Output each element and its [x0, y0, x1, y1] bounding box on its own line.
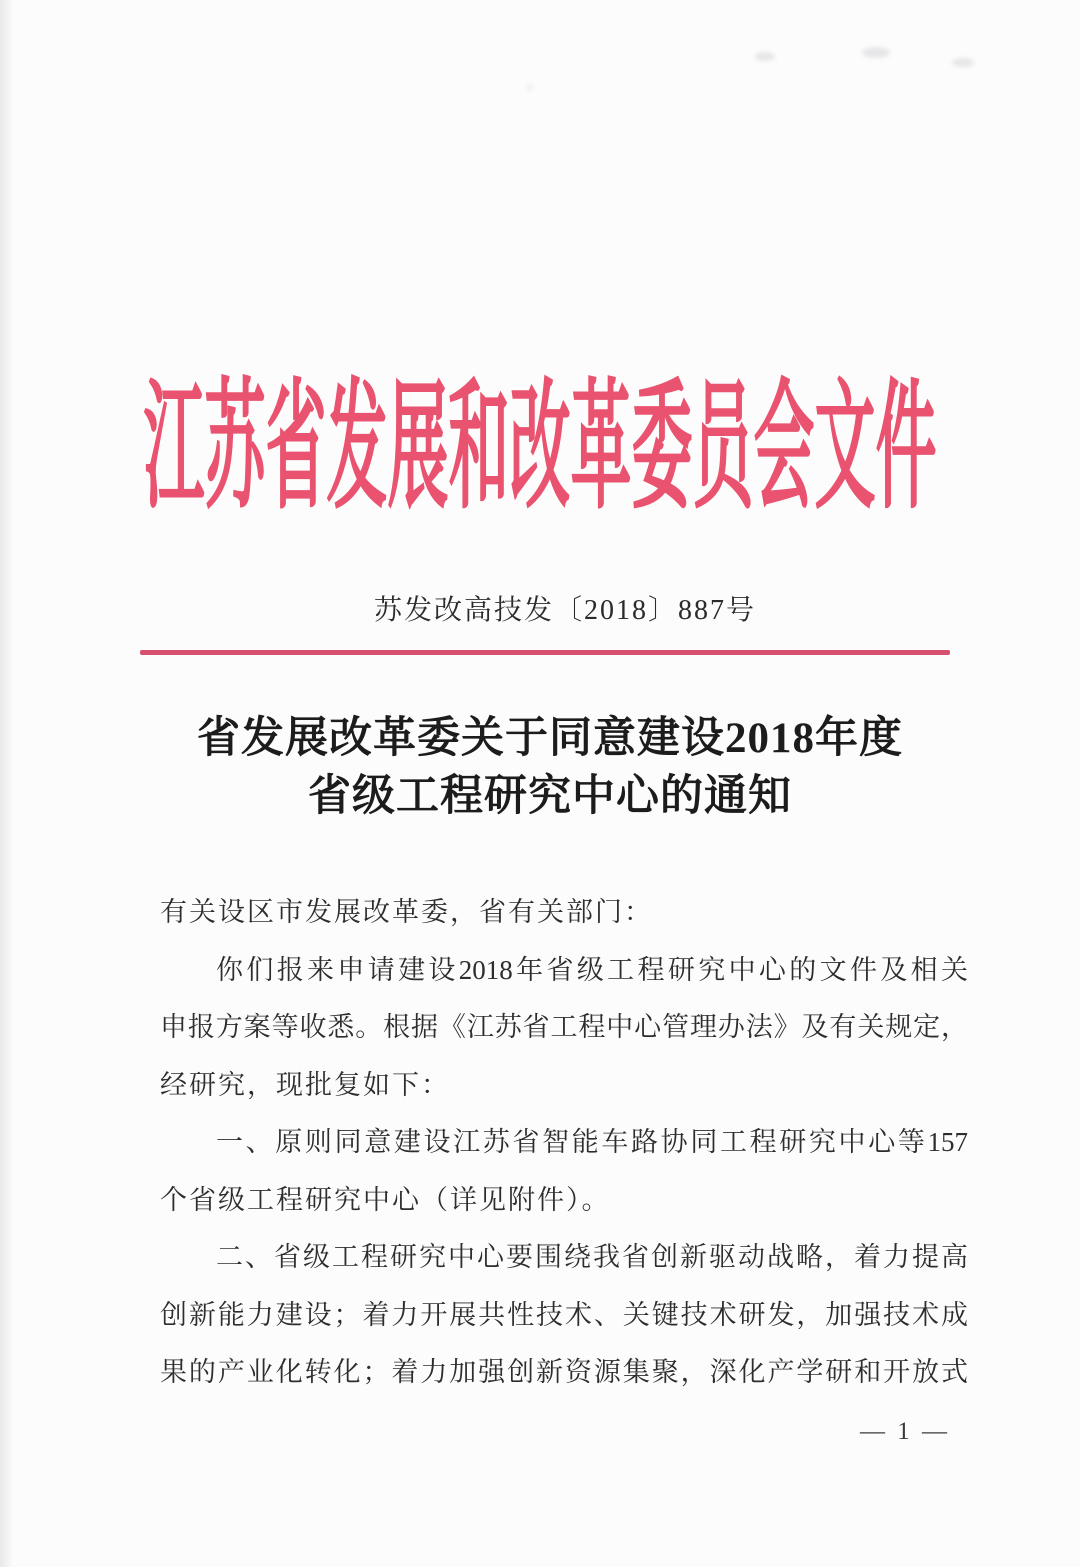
- document-body: [160, 884, 968, 1402]
- issuing-authority-title: 江苏省发展和改革委员会文件: [143, 372, 937, 527]
- scan-smudge: [526, 84, 533, 91]
- body-line: 创新能力建设；着力开展共性技术、关键技术研发，加强技术成: [160, 1299, 968, 1330]
- scan-smudge: [952, 58, 974, 67]
- body-line: 个省级工程研究中心（详见附件）。: [160, 1184, 611, 1215]
- scan-edge-shadow: [0, 0, 14, 1567]
- document-title-line2: 省级工程研究中心的通知: [308, 773, 792, 820]
- scan-smudge: [862, 47, 890, 58]
- body-line: 果的产业化转化；着力加强创新资源集聚，深化产学研和开放式: [160, 1357, 968, 1387]
- page-number: — 1 —: [860, 1418, 950, 1445]
- body-line-item-1: 一、原则同意建设江苏省智能车路协同工程研究中心等157: [216, 1127, 968, 1157]
- issuing-authority-banner: [143, 352, 937, 527]
- body-line: 你们报来申请建设2018年省级工程研究中心的文件及相关: [216, 954, 968, 985]
- body-line: 经研究，现批复如下：: [160, 1069, 450, 1100]
- body-line-item-2: 二、省级工程研究中心要围绕我省创新驱动战略，着力提高: [216, 1242, 968, 1272]
- document-title: [100, 710, 1000, 826]
- red-divider-line: [140, 650, 950, 655]
- scan-smudge: [755, 52, 775, 61]
- document-title-line1: 省发展改革委关于同意建设2018年度: [197, 715, 903, 762]
- document-reference-number: 苏发改高技发〔2018〕887号: [373, 595, 756, 626]
- body-line-salutation: 有关设区市发展改革委，省有关部门：: [160, 897, 653, 927]
- body-line: 申报方案等收悉。根据《江苏省工程中心管理办法》及有关规定，: [160, 1012, 968, 1042]
